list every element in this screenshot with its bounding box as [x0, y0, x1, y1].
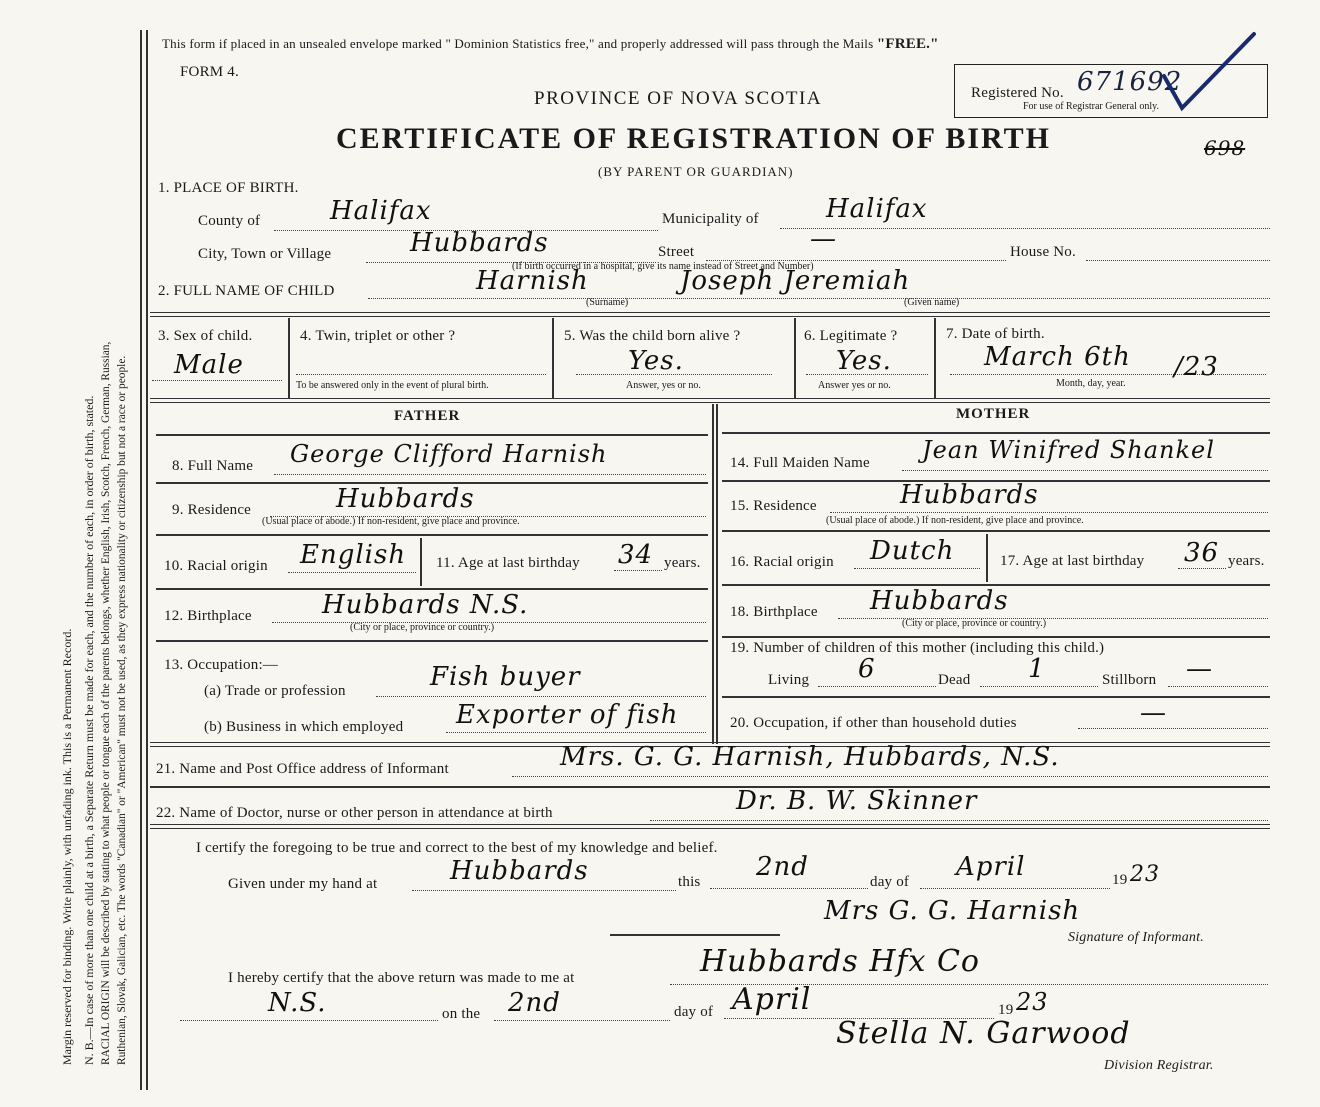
child-given-name: Joseph Jeremiah: [680, 266, 911, 296]
province-heading: PROVINCE OF NOVA SCOTIA: [534, 88, 823, 109]
mother-children-label: 19. Number of children of this mother (including this child.): [730, 640, 1105, 656]
registrar-day: 2nd: [508, 988, 561, 1018]
dob-label: 7. Date of birth.: [946, 326, 1045, 342]
surname-note: (Surname): [586, 297, 629, 308]
doctor-value: Dr. B. W. Skinner: [736, 786, 978, 816]
father-name-value: George Clifford Harnish: [290, 440, 608, 468]
margin-line-2: N. B.—In case of more than one child at a birth, a Separate Return must be made for each, and the number of each, in order of birth, stated.: [82, 395, 96, 1065]
form-number: FORM 4.: [180, 64, 239, 80]
given-day: 2nd: [756, 852, 809, 882]
informant-signature-label: Signature of Informant.: [1068, 930, 1204, 945]
father-residence-value: Hubbards: [336, 484, 475, 514]
municipality-label: Municipality of: [662, 211, 759, 227]
street-label: Street: [658, 244, 695, 260]
hospital-note: (If birth occurred in a hospital, give its name instead of Street and Number): [512, 261, 814, 272]
father-age-value: 34: [618, 540, 654, 570]
county-value: Halifax: [330, 196, 432, 226]
given-at-label: Given under my hand at: [228, 876, 378, 892]
legitimate-value: Yes.: [836, 346, 892, 376]
sex-label: 3. Sex of child.: [158, 328, 253, 344]
margin-instructions: [0, 0, 130, 1107]
mother-residence-note: (Usual place of abode.) If non-resident, give place and province.: [826, 515, 1084, 526]
father-years-label: years.: [664, 555, 701, 571]
informant-signature: Mrs G. G. Harnish: [824, 896, 1081, 926]
mother-occupation-value: —: [1140, 698, 1167, 728]
registrar-signature: Stella N. Garwood: [836, 1016, 1131, 1051]
page-subtitle: (BY PARENT OR GUARDIAN): [598, 164, 794, 179]
page-title: CERTIFICATE OF REGISTRATION OF BIRTH: [336, 122, 1051, 155]
county-label: County of: [198, 213, 261, 229]
father-birthplace-label: 12. Birthplace: [164, 608, 252, 624]
margin-border: [140, 30, 142, 1090]
alive-note: Answer, yes or no.: [626, 380, 701, 391]
child-name-label: 2. FULL NAME OF CHILD: [158, 283, 335, 299]
house-label: House No.: [1010, 244, 1076, 260]
alive-label: 5. Was the child born alive ?: [564, 328, 741, 344]
legitimate-note: Answer yes or no.: [818, 380, 891, 391]
stillborn-value: —: [1186, 654, 1213, 684]
father-heading: FATHER: [394, 408, 461, 424]
mother-birthplace-label: 18. Birthplace: [730, 604, 818, 620]
doctor-label: 22. Name of Doctor, nurse or other person in attendance at birth: [156, 805, 553, 821]
post-notice: This form if placed in an unsealed envelope marked " Dominion Statistics free," and properly addressed will pass through the Mails: [162, 36, 874, 51]
father-business-value: Exporter of fish: [456, 700, 679, 730]
registered-number: 671692: [1077, 67, 1183, 97]
registrar-place-2: N.S.: [268, 988, 327, 1018]
alive-value: Yes.: [628, 346, 684, 376]
mother-age-value: 36: [1184, 538, 1220, 568]
margin-line-1: Margin reserved for binding. Write plainly, with unfading ink. This is a Permanent Record.: [60, 628, 74, 1065]
mother-name-value: Jean Winifred Shankel: [922, 436, 1215, 464]
registrar-year-prefix: 19: [998, 1002, 1014, 1018]
father-birthplace-note: (City or place, province or country.): [350, 622, 495, 633]
certify-text: I certify the foregoing to be true and correct to the best of my knowledge and belief.: [196, 840, 718, 856]
living-label: Living: [768, 672, 810, 688]
registrar-day-of-label: day of: [674, 1004, 714, 1020]
mother-racial-label: 16. Racial origin: [730, 554, 834, 570]
mother-birthplace-value: Hubbards: [870, 586, 1009, 616]
given-month: April: [956, 852, 1026, 882]
twin-note: To be answered only in the event of plural birth.: [296, 380, 489, 391]
free-label: "FREE.": [876, 36, 939, 52]
dead-value: 1: [1028, 654, 1046, 684]
given-note: (Given name): [904, 297, 960, 308]
registrar-year: 23: [1016, 988, 1049, 1016]
father-occupation-label: 13. Occupation:—: [164, 657, 279, 673]
child-surname: Harnish: [476, 266, 589, 296]
margin-line-4: Ruthenian, Slovak, Galician, etc. The words "Canadian" or "American" must not be used, as they express nationality or citizenship but not a race or people.: [116, 355, 128, 1065]
mother-residence-label: 15. Residence: [730, 498, 817, 514]
mother-racial-value: Dutch: [870, 536, 955, 566]
registered-label: Registered No.: [971, 85, 1064, 101]
twin-label: 4. Twin, triplet or other ?: [300, 328, 456, 344]
street-value: —: [810, 224, 837, 254]
check-mark-icon: [1160, 30, 1260, 120]
dob-year: /23: [1174, 352, 1219, 382]
registrar-text: I hereby certify that the above return was made to me at: [228, 970, 575, 986]
mother-heading: MOTHER: [956, 406, 1031, 422]
registrar-note: For use of Registrar General only.: [1023, 101, 1159, 112]
dob-note: Month, day, year.: [1056, 378, 1126, 389]
corner-mark: 698: [1204, 136, 1246, 160]
given-day-of-label: day of: [870, 874, 910, 890]
informant-value: Mrs. G. G. Harnish, Hubbards, N.S.: [560, 742, 1060, 772]
father-trade-value: Fish buyer: [430, 662, 581, 692]
place-heading: 1. PLACE OF BIRTH.: [158, 180, 299, 196]
father-business-label: (b) Business in which employed: [204, 719, 404, 735]
father-racial-label: 10. Racial origin: [164, 558, 268, 574]
dead-label: Dead: [938, 672, 971, 688]
mother-birthplace-note: (City or place, province or country.): [902, 618, 1047, 629]
stillborn-label: Stillborn: [1102, 672, 1157, 688]
city-value: Hubbards: [410, 228, 549, 258]
father-age-label: 11. Age at last birthday: [436, 555, 580, 571]
dob-month-day: March 6th: [984, 342, 1131, 372]
living-value: 6: [858, 654, 876, 684]
this-label: this: [678, 874, 701, 890]
on-the-label: on the: [442, 1006, 481, 1022]
city-label: City, Town or Village: [198, 246, 332, 262]
margin-border-inner: [146, 30, 148, 1090]
mother-years-label: years.: [1228, 553, 1265, 569]
father-trade-label: (a) Trade or profession: [204, 683, 346, 699]
registrar-signature-label: Division Registrar.: [1104, 1058, 1214, 1073]
municipality-value: Halifax: [826, 194, 928, 224]
registrar-month: April: [732, 982, 812, 1017]
margin-line-3: RACIAL ORIGIN will be described by stating to what people or tongue each of the parents belongs, whether English, Irish, Scotch, French, German, Russian,: [100, 341, 112, 1065]
mother-occupation-label: 20. Occupation, if other than household duties: [730, 715, 1017, 731]
legitimate-label: 6. Legitimate ?: [804, 328, 898, 344]
mother-name-label: 14. Full Maiden Name: [730, 455, 870, 471]
mother-residence-value: Hubbards: [900, 480, 1039, 510]
mother-age-label: 17. Age at last birthday: [1000, 553, 1145, 569]
father-residence-note: (Usual place of abode.) If non-resident, give place and province.: [262, 516, 520, 527]
father-residence-label: 9. Residence: [172, 502, 252, 518]
sex-value: Male: [174, 350, 244, 380]
informant-label: 21. Name and Post Office address of Informant: [156, 761, 449, 777]
given-year: 23: [1130, 862, 1160, 887]
father-racial-value: English: [300, 540, 407, 570]
given-at-value: Hubbards: [450, 856, 589, 886]
father-name-label: 8. Full Name: [172, 458, 254, 474]
father-birthplace-value: Hubbards N.S.: [322, 590, 529, 620]
given-year-prefix: 19: [1112, 872, 1128, 888]
registrar-place: Hubbards Hfx Co: [700, 944, 980, 979]
